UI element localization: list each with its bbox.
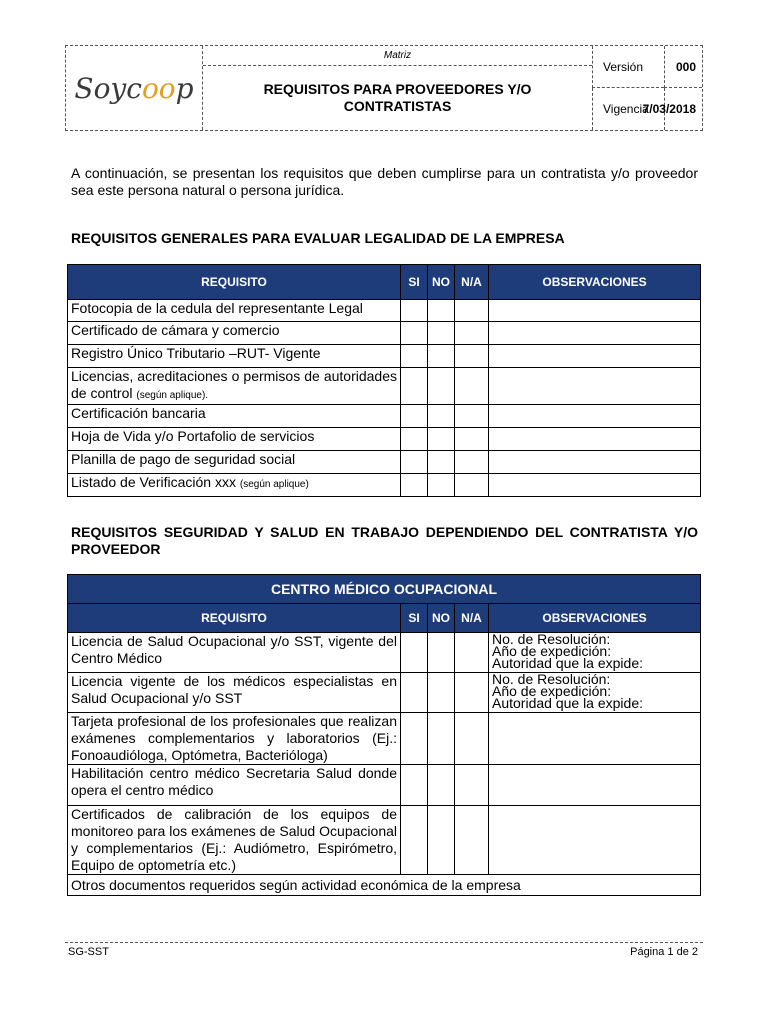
col-requisito: REQUISITO [68, 604, 401, 633]
table-row [68, 633, 701, 673]
checkbox-na[interactable] [455, 806, 489, 875]
obs-year: Año de expedición: [492, 683, 612, 699]
page-number: Página 1 de 2 [630, 946, 698, 958]
requirement-note: (según aplique) [239, 479, 309, 490]
version-label: Versión [592, 46, 664, 88]
checkbox-na[interactable] [455, 451, 489, 474]
observation-cell[interactable] [489, 322, 701, 345]
checkbox-na[interactable] [455, 428, 489, 451]
checkbox-si[interactable] [401, 345, 428, 368]
checkbox-na[interactable] [455, 368, 489, 405]
col-si: SI [401, 265, 428, 300]
table-row [68, 673, 701, 713]
requirement-text: Certificación bancaria [71, 405, 206, 421]
table-row [68, 451, 701, 474]
version-value: 000 [664, 46, 702, 88]
requirement-text: Licencia vigente de los médicos especialistas en Salud Ocupacional y/o SST [71, 673, 397, 706]
checkbox-no[interactable] [428, 300, 455, 322]
checkbox-no[interactable] [428, 368, 455, 405]
footer-divider [65, 942, 703, 943]
checkbox-no[interactable] [428, 474, 455, 497]
observation-cell[interactable] [489, 368, 701, 405]
checkbox-na[interactable] [455, 405, 489, 428]
table-row [68, 345, 701, 368]
table-row [68, 428, 701, 451]
observation-cell[interactable] [489, 713, 701, 765]
header-subtitle: Matriz [203, 46, 592, 66]
checkbox-si[interactable] [401, 806, 428, 875]
observation-cell[interactable] [489, 765, 701, 806]
table-row [68, 474, 701, 497]
observation-cell[interactable] [489, 405, 701, 428]
table-row [68, 322, 701, 345]
medical-center-table [67, 574, 701, 896]
footer-code: SG-SST [68, 946, 109, 958]
table-row [68, 806, 701, 875]
observation-cell[interactable] [489, 300, 701, 322]
observation-cell[interactable] [489, 673, 701, 713]
requirement-text: Certificados de calibración de los equipos de monitoreo para los exámenes de Salud Ocupacional y complementarios (Ej.: Audiómetro, Espirómetro, Equipo de optometría etc.) [71, 806, 397, 873]
col-no: NO [428, 265, 455, 300]
obs-authority: Autoridad que la expide: [492, 655, 643, 671]
obs-resolution: No. de Resolución: [492, 671, 611, 687]
checkbox-na[interactable] [455, 300, 489, 322]
intro-paragraph: A continuación, se presentan los requisitos que deben cumplirse para un contratista y/o proveedor sea este persona natural o persona jurídica. [71, 165, 698, 198]
checkbox-no[interactable] [428, 633, 455, 673]
checkbox-si[interactable] [401, 428, 428, 451]
requirement-text: Habilitación centro médico Secretaria Salud donde opera el centro médico [71, 765, 397, 798]
checkbox-no[interactable] [428, 451, 455, 474]
obs-year: Año de expedición: [492, 643, 612, 659]
obs-authority: Autoridad que la expide: [492, 695, 643, 711]
col-requisito: REQUISITO [68, 265, 401, 300]
observation-cell[interactable] [489, 474, 701, 497]
requirement-text: Hoja de Vida y/o Portafolio de servicios [71, 428, 315, 444]
checkbox-no[interactable] [428, 345, 455, 368]
checkbox-si[interactable] [401, 673, 428, 713]
observation-cell[interactable] [489, 806, 701, 875]
obs-resolution: No. de Resolución: [492, 631, 611, 647]
requirement-text: Tarjeta profesional de los profesionales que realizan exámenes complementarios y laboratorios (Ej.: Fonoaudióloga, Optómetra, Bacterióloga) [71, 713, 397, 763]
col-observaciones: OBSERVACIONES [489, 604, 701, 633]
section1-title: REQUISITOS GENERALES PARA EVALUAR LEGALIDAD DE LA EMPRESA [71, 230, 565, 246]
table-row [68, 713, 701, 765]
requirement-text: Listado de Verificación xxx [71, 474, 236, 490]
checkbox-no[interactable] [428, 806, 455, 875]
checkbox-no[interactable] [428, 673, 455, 713]
checkbox-si[interactable] [401, 474, 428, 497]
checkbox-no[interactable] [428, 405, 455, 428]
checkbox-no[interactable] [428, 765, 455, 806]
document-header [65, 45, 703, 131]
requirement-text: Licencias, acreditaciones o permisos de autoridades de control [71, 368, 397, 401]
checkbox-na[interactable] [455, 322, 489, 345]
checkbox-na[interactable] [455, 633, 489, 673]
table-row [68, 875, 701, 896]
col-na: N/A [455, 604, 489, 633]
logo [66, 46, 203, 130]
observation-cell[interactable] [489, 345, 701, 368]
checkbox-si[interactable] [401, 713, 428, 765]
table-row [68, 368, 701, 405]
document-title: REQUISITOS PARA PROVEEDORES Y/O CONTRATISTAS [263, 81, 532, 114]
col-si: SI [401, 604, 428, 633]
table-row [68, 300, 701, 322]
checkbox-na[interactable] [455, 765, 489, 806]
checkbox-no[interactable] [428, 713, 455, 765]
table-row [68, 405, 701, 428]
observation-cell[interactable] [489, 428, 701, 451]
checkbox-no[interactable] [428, 428, 455, 451]
col-observaciones: OBSERVACIONES [489, 265, 701, 300]
other-documents-row[interactable]: Otros documentos requeridos según actividad económica de la empresa [68, 875, 701, 896]
checkbox-si[interactable] [401, 368, 428, 405]
general-requirements-table [67, 264, 701, 497]
col-na: N/A [455, 265, 489, 300]
checkbox-si[interactable] [401, 405, 428, 428]
requirement-text: Registro Único Tributario –RUT- Vigente [71, 345, 321, 361]
section2-title: REQUISITOS SEGURIDAD Y SALUD EN TRABAJO DEPENDIENDO DEL CONTRATISTA Y/O PROVEEDOR [71, 524, 698, 557]
table-row [68, 765, 701, 806]
checkbox-si[interactable] [401, 300, 428, 322]
requirement-text: Planilla de pago de seguridad social [71, 451, 296, 467]
checkbox-si[interactable] [401, 451, 428, 474]
checkbox-si[interactable] [401, 633, 428, 673]
vigencia-value: 7/03/2018 [664, 88, 702, 130]
checkbox-no[interactable] [428, 322, 455, 345]
checkbox-na[interactable] [455, 474, 489, 497]
requirement-note: (según aplique). [136, 390, 209, 401]
logo-text: Soycoop [74, 71, 194, 105]
checkbox-na[interactable] [455, 673, 489, 713]
checkbox-na[interactable] [455, 713, 489, 765]
checkbox-na[interactable] [455, 345, 489, 368]
observation-cell[interactable] [489, 451, 701, 474]
observation-cell[interactable] [489, 633, 701, 673]
col-no: NO [428, 604, 455, 633]
requirement-text: Certificado de cámara y comercio [71, 322, 280, 338]
checkbox-si[interactable] [401, 322, 428, 345]
requirement-text: Licencia de Salud Ocupacional y/o SST, vigente del Centro Médico [71, 633, 397, 666]
checkbox-si[interactable] [401, 765, 428, 806]
vigencia-label: Vigencia [592, 88, 664, 130]
table-title: CENTRO MÉDICO OCUPACIONAL [68, 575, 701, 604]
requirement-text: Fotocopia de la cedula del representante Legal [71, 300, 363, 316]
